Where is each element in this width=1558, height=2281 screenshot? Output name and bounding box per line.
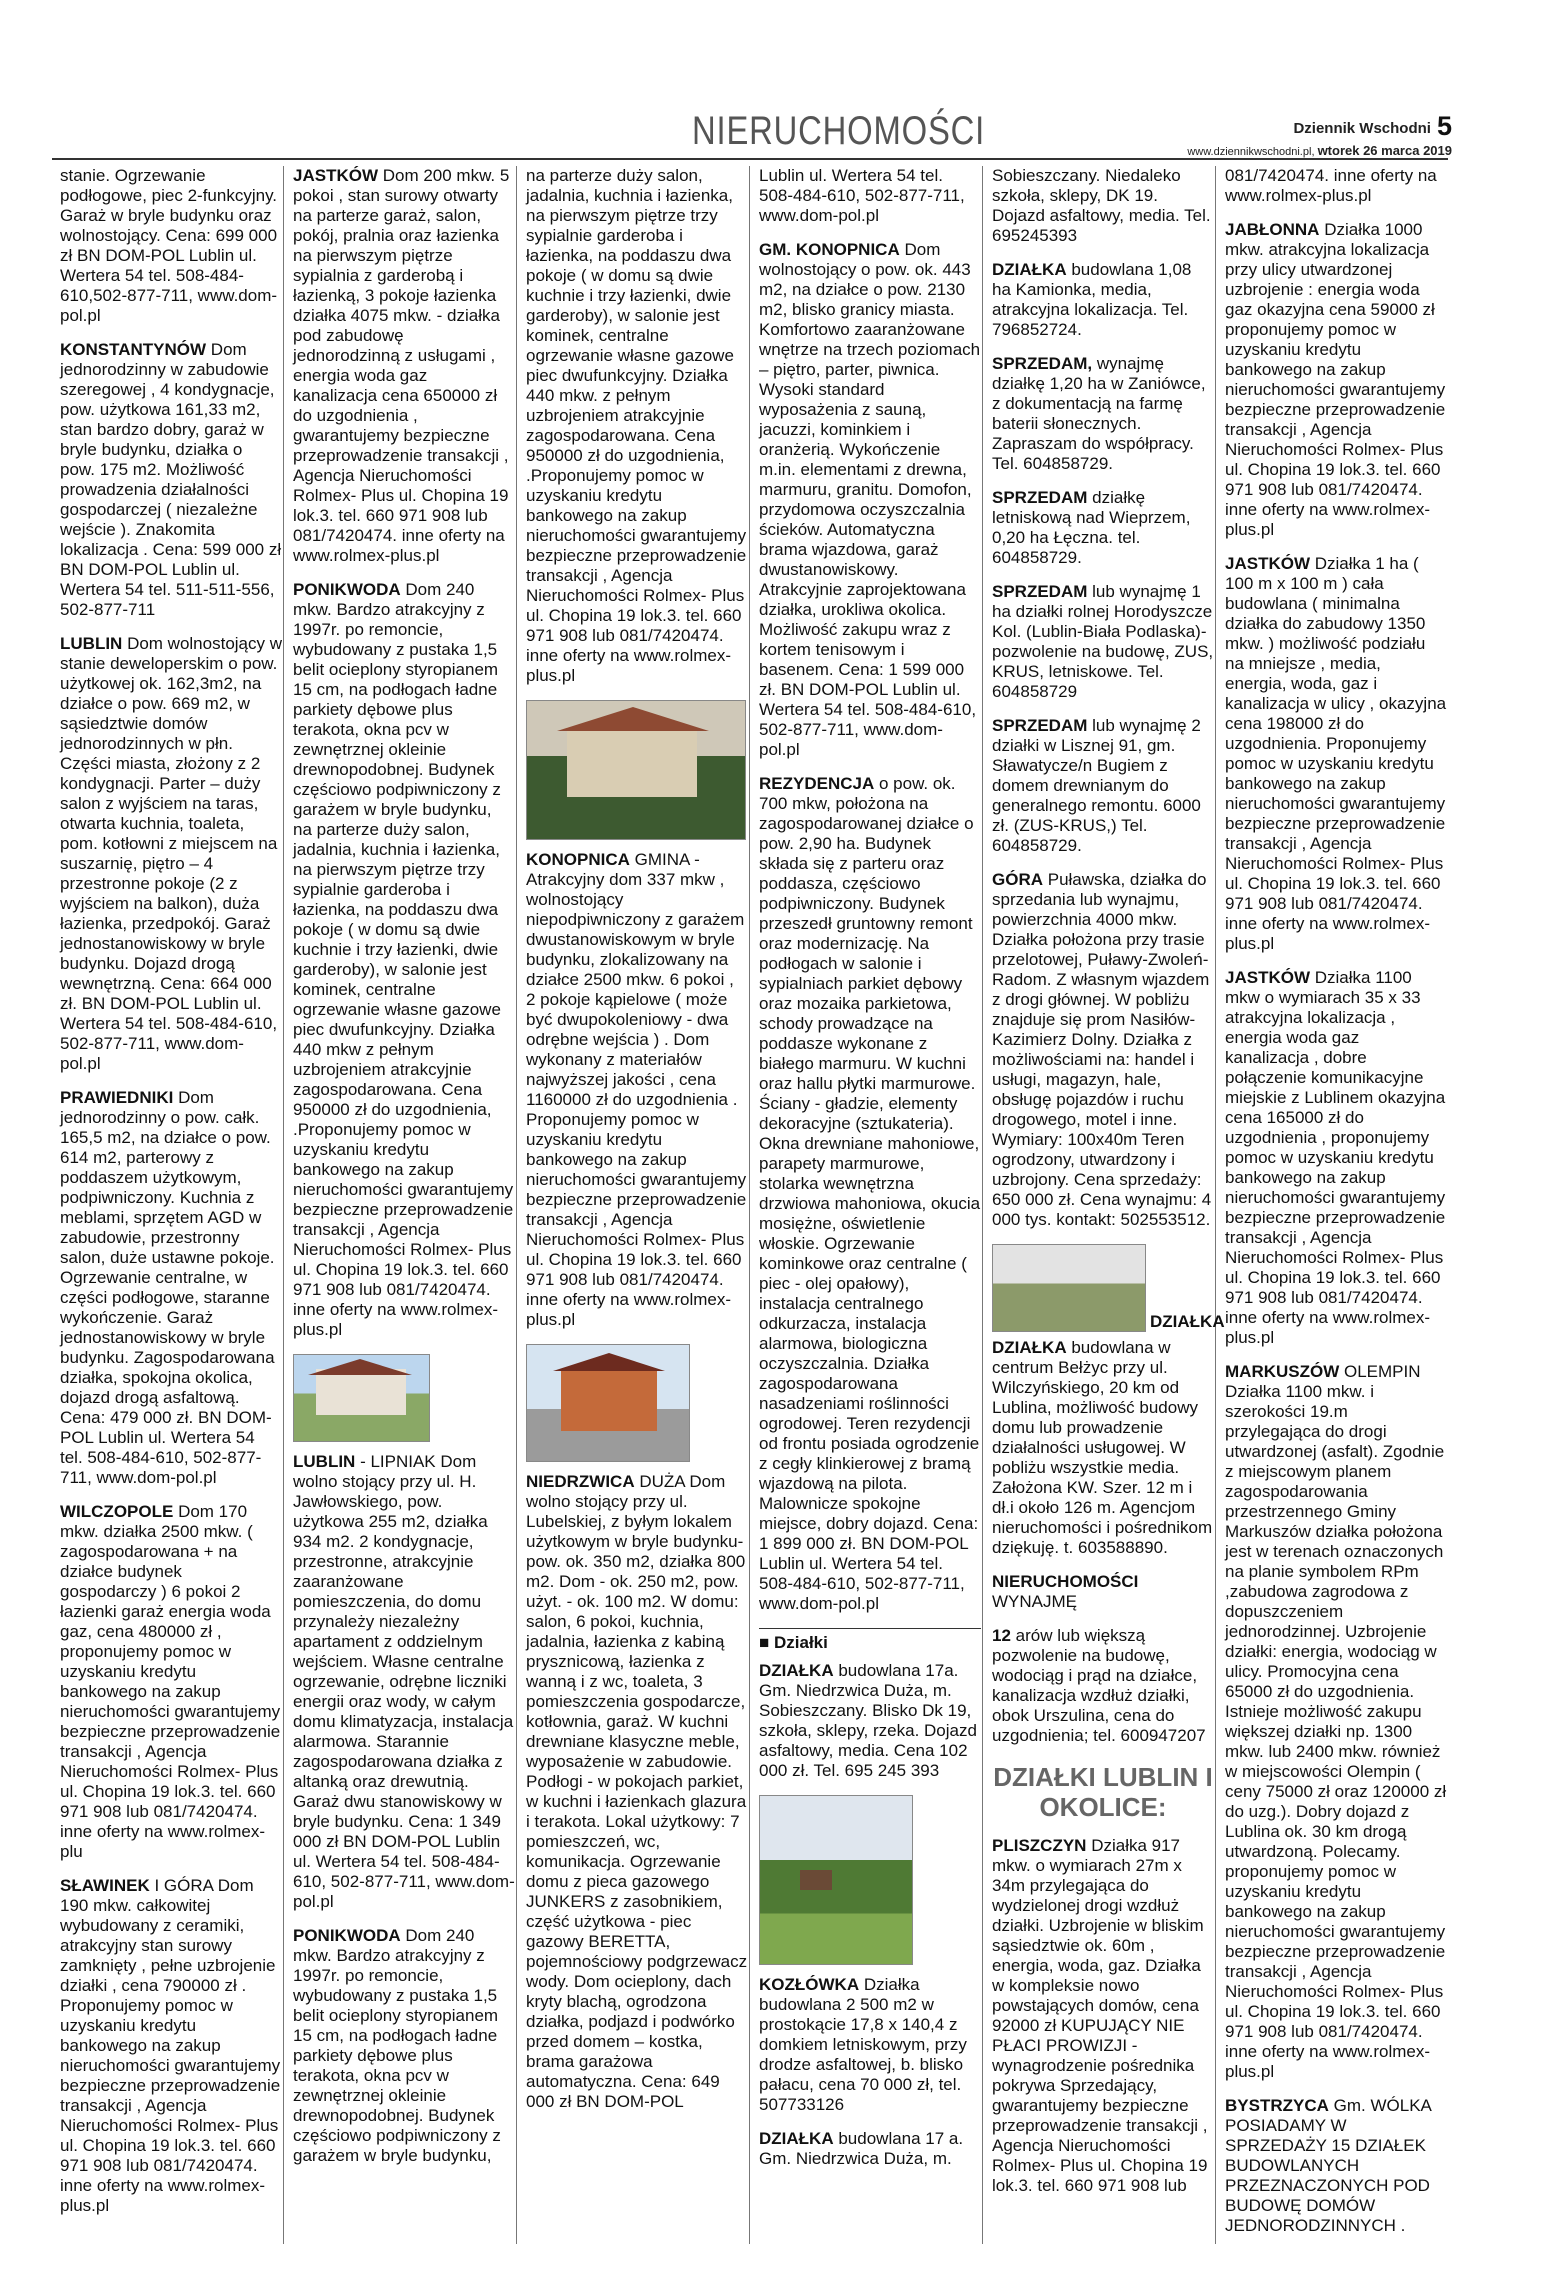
ad-keyword: SPRZEDAM [992, 488, 1088, 507]
column-3 [526, 166, 748, 2244]
classified-ad [992, 870, 1214, 1230]
classified-ad [60, 1876, 282, 2216]
ad-keyword: DZIAŁKA [992, 1338, 1067, 1357]
masthead [1187, 111, 1452, 158]
classified-ad [759, 1661, 981, 1781]
classified-ad [526, 850, 748, 1330]
classified-ad [60, 1502, 282, 1862]
ad-keyword: NIEDRZWICA [526, 1472, 635, 1491]
ad-list [759, 1975, 981, 2169]
ad-text: budowlana w centrum Bełżyc przy ul. Wilczyńskiego, 20 km od Lublina, możliwość budowy domu lub prowadzenie działalności usługowej. W pobliżu wszystkie media. Założona KW. Szer. 12 m i dł.i około 126 m. Agencjom nieruchomości i pośrednikom dziękuję. t. 603588890. [992, 1338, 1213, 1557]
classified-ad [1225, 166, 1447, 206]
ad-keyword: SPRZEDAM [992, 716, 1088, 735]
ad-text: arów lub większą pozwolenie na budowę, wodociąg i prąd na działce, kanalizacja wzdłuż działki, obok Urszulina, cena do uzgodnienia; tel. 600947207 [992, 1626, 1206, 1745]
ad-keyword: JASTKÓW [293, 166, 378, 185]
ad-keyword: LUBLIN [293, 1452, 356, 1471]
section-heading: ■ Działki [759, 1628, 981, 1653]
ad-keyword: JABŁONNA [1225, 220, 1320, 239]
column-2 [293, 166, 515, 2244]
ad-text: OLEMPIN Działka 1100 mkw. i szerokości 19.m przylegająca do drogi utwardzonej (asfalt). Zgodnie z miejscowym planem zagospodarowania przestrzennego Gminy Markuszów działka położona jest w terenach oznaczonych na planie symbolem RPm ,zabudowa zagrodowa z dopuszczeniem jednorodzinnej. Uzbrojenie działki: energia, wodociąg w ulicy. Promocyjna cena 65000 zł do uzgodnienia. Istnieje możliwość zakupu większej działki np. 1300 mkw. lub 2400 mkw. również w miejscowości Olempin ( ceny 75000 zł oraz 120000 zł do uzg.). Dobry dojazd z Lublina ok. 30 km drogą utwardzoną. Polecamy. proponujemy pomoc w uzyskaniu kredytu bankowego na zakup nieruchomości gwarantujemy bezpieczne przeprowadzenie transakcji , Agencja Nieruchomości Rolmex- Plus ul. Chopina 19 lok.3. tel. 660 971 908 lub 081/7420474. inne oferty na www.rolmex-plus.pl [1225, 1362, 1447, 2081]
plot-photo [992, 1244, 1146, 1332]
ad-text: I GÓRA Dom 190 mkw. całkowitej wybudowany z ceramiki, atrakcyjny stan surowy zamknięty , pełne uzbrojenie działki , cena 790000 zł . Proponujemy pomoc w uzyskaniu kredytu bankowego na zakup nieruchomości gwarantujemy bezpieczne przeprowadzenie transakcji , Agencja Nieruchomości Rolmex- Plus ul. Chopina 19 lok.3. tel. 660 971 908 lub 081/7420474. inne oferty na www.rolmex-plus.pl [60, 1876, 281, 2215]
classified-ad [992, 716, 1214, 856]
ad-keyword: DZIAŁKA [992, 260, 1067, 279]
classified-ad [759, 774, 981, 1614]
section-heading: DZIAŁKI LUBLIN I OKOLICE: [993, 1762, 1213, 1822]
classified-ad [992, 260, 1214, 340]
classified-ad [526, 166, 748, 686]
ad-text: GMINA - Atrakcyjny dom 337 mkw , wolnostojący niepodpiwniczony z garażem dwustanowiskowym w bryle budynku, zlokalizowany na działce 2500 mkw. 6 pokoi , 2 pokoje kąpielowe ( może być dwupokoleniowy - dwa odrębne wejścia ) . Dom wykonany z materiałów najwyższej jakości , cena 1160000 zł do uzgodnienia . Proponujemy pomoc w uzyskaniu kredytu bankowego na zakup nieruchomości gwarantujemy bezpieczne przeprowadzenie transakcji , Agencja Nieruchomości Rolmex- Plus ul. Chopina 19 lok.3. tel. 660 971 908 lub 081/7420474. inne oferty na www.rolmex-plus.pl [526, 850, 747, 1329]
issue-date: wtorek 26 marca 2019 [1317, 143, 1452, 158]
classified-ad [60, 166, 282, 326]
ad-keyword: NIERUCHOMOŚCI [992, 1572, 1139, 1591]
classified-ad [992, 582, 1214, 702]
ad-text: wynajmę działkę 1,20 ha w Zaniówce, z dokumentacją na farmę baterii słonecznych. Zapraszam do współpracy. Tel. 604858729. [992, 354, 1206, 473]
ad-keyword: KONSTANTYNÓW [60, 340, 207, 359]
classified-ad [60, 340, 282, 620]
ad-text: budowlana 1,08 ha Kamionka, media, atrakcyjna lokalizacja. Tel. 796852724. [992, 260, 1192, 339]
photo-caption: DZIAŁKA [1150, 1312, 1225, 1331]
ad-list [526, 850, 748, 1330]
ad-text: Dom 170 mkw. działka 2500 mkw. ( zagospodarowana + na działce budynek gospodarczy ) 6 pokoi 2 łazienki garaż energia woda gaz, cena 480000 zł , proponujemy pomoc w uzyskaniu kredytu bankowego na zakup nieruchomości gwarantujemy bezpieczne przeprowadzenie transakcji , Agencja Nieruchomości Rolmex- Plus ul. Chopina 19 lok.3. tel. 660 971 908 lub 081/7420474. inne oferty na www.rolmex-plu [60, 1502, 281, 1861]
classified-ad [992, 166, 1214, 246]
ad-keyword: PONIKWODA [293, 580, 401, 599]
section-title: NIERUCHOMOŚCI [692, 109, 986, 153]
classified-ad [1225, 220, 1447, 540]
ad-text: Sobieszczany. Niedaleko szkoła, sklepy, DK 19. Dojazd asfaltowy, media. Tel. 695245393 [992, 166, 1211, 245]
ad-text: 081/7420474. inne oferty na www.rolmex-plus.pl [1225, 166, 1437, 205]
house-photo [526, 1344, 690, 1462]
classified-ad [1225, 968, 1447, 1348]
ad-text: Działka 1 ha ( 100 m x 100 m ) cała budowlana ( minimalna działka do zabudowy 1350 mkw. ) możliwość podziału na mniejsze , media, energia, woda, gaz i kanalizacja w ulicy , okazyjna cena 198000 zł do uzgodnienia. Proponujemy pomoc w uzyskaniu kredytu bankowego na zakup nieruchomości gwarantujemy bezpieczne przeprowadzenie transakcji , Agencja Nieruchomości Rolmex- Plus ul. Chopina 19 lok.3. tel. 660 971 908 lub 081/7420474. inne oferty na www.rolmex-plus.pl [1225, 554, 1447, 953]
ad-text: Dom 240 mkw. Bardzo atrakcyjny z 1997r. po remoncie, wybudowany z pustaka 1,5 belit ocieplony styropianem 15 cm, na podłogach ładne parkiety dębowe plus terakota, okna pcv w zewnętrznej okleinie drewnopodobnej. Budynek częściowo podpiwniczony z garażem w bryle budynku, na parterze duży salon, jadalnia, kuchnia i łazienka, na pierwszym piętrze trzy sypialnie garderoba i łazienka, na poddaszu dwa pokoje ( w domu są dwie kuchnie i trzy łazienki, dwie garderoby), w salonie jest kominek, centralne ogrzewanie własne gazowe piec dwufunkcyjny. Działka 440 mkw z pełnym uzbrojeniem atrakcyjnie zagospodarowana. Cena 950000 zł do uzgodnienia, .Proponujemy pomoc w uzyskaniu kredytu bankowego na zakup nieruchomości gwarantujemy bezpieczne przeprowadzenie transakcji , Agencja Nieruchomości Rolmex- Plus ul. Chopina 19 lok.3. tel. 660 971 908 lub 081/7420474. inne oferty na www.rolmex-plus.pl [293, 580, 514, 1339]
ad-text: na parterze duży salon, jadalnia, kuchnia i łazienka, na pierwszym piętrze trzy sypialnie garderoba i łazienka, na poddaszu dwa pokoje ( w domu są dwie kuchnie i trzy łazienki, dwie garderoby), w salonie jest kominek, centralne ogrzewanie własne gazowe piec dwufunkcyjny. Działka 440 mkw. z pełnym uzbrojeniem atrakcyjnie zagospodarowana. Cena 950000 zł do uzgodnienia, .Proponujemy pomoc w uzyskaniu kredytu bankowego na zakup nieruchomości gwarantujemy bezpieczne przeprowadzenie transakcji , Agencja Nieruchomości Rolmex- Plus ul. Chopina 19 lok.3. tel. 660 971 908 lub 081/7420474. inne oferty na www.rolmex-plus.pl [526, 166, 747, 685]
ad-text: Gm. WÓLKA POSIADAMY W SPRZEDAŻY 15 DZIAŁEK BUDOWLANYCH PRZEZNACZONYCH POD BUDOWĘ DOMÓW JEDNORODZINNYCH . [1225, 2096, 1431, 2235]
ad-list [526, 1472, 748, 2112]
column-6 [1225, 166, 1447, 2244]
column-5 [992, 166, 1225, 2244]
ad-text: DUŻA Dom wolno stojący przy ul. Lubelskiej, z byłym lokalem użytkowym w bryle budynku-pow. ok. 350 m2, działka 800 m2. Dom - ok. 250 m2, pow. użyt. - ok. 100 m2. W domu: salon, 6 pokoi, kuchnia, jadalnia, łazienka z kabiną prysznicową, łazienka z wanną i z wc, toaleta, 3 pomieszczenia gospodarcze, kotłownia, garaż. W kuchni drewniane klasyczne meble, wyposażenie w zabudowie. Podłogi - w pokojach parkiet, w kuchni i łazienkach glazura i terakota. Lokal użytkowy: 7 pomieszczeń, wc, komunikacja. Ogrzewanie domu z pieca gazowego JUNKERS z zasobnikiem, część użytkowa - piec gazowy BERETTA, pojemnościowy podgrzewacz wody. Dom ocieplony, dach kryty blachą, ogrodzona działka, podjazd i podwórko przed domem – kostka, brama garażowa automatyczna. Cena: 649 000 zł BN DOM-POL [526, 1472, 748, 2111]
classified-ad [293, 1452, 515, 1912]
classifieds-columns [52, 166, 1448, 2244]
classified-ad [293, 580, 515, 1340]
ad-text: Dom 200 mkw. 5 pokoi , stan surowy otwarty na parterze garaż, salon, pokój, pralnia oraz łazienka na pierwszym piętrze sypialnia z garderobą i łazienką, 3 pokoje łazienka działka 4075 mkw. - działka pod zabudowę jednorodzinną z usługami , energia woda gaz kanalizacja cena 650000 zł do uzgodnienia , gwarantujemy bezpieczne przeprowadzenie transakcji , Agencja Nieruchomości Rolmex- Plus ul. Chopina 19 lok.3. tel. 660 971 908 lub 081/7420474. inne oferty na www.rolmex-plus.pl [293, 166, 510, 565]
house-photo [293, 1354, 430, 1442]
ad-keyword: JASTKÓW [1225, 968, 1310, 987]
classified-ad [759, 2129, 981, 2169]
ad-text: Działka 917 mkw. o wymiarach 27m x 34m przylegająca do wydzielonej drogi wzdłuż działki. Uzbrojenie w bliskim sąsiedztwie ok. 60m , energia, woda, gaz. Działka w kompleksie nowo powstających domów, cena 92000 zł KUPUJĄCY NIE PŁACI PROWIZJI -wynagrodzenie pośrednika pokrywa Sprzedający, gwarantujemy bezpieczne przeprowadzenie transakcji , Agencja Nieruchomości Rolmex- Plus ul. Chopina 19 lok.3. tel. 660 971 908 lub [992, 1836, 1208, 2195]
ad-list [992, 1338, 1214, 1746]
ad-keyword: DZIAŁKA [759, 2129, 834, 2148]
ad-text: Dom jednorodzinny o pow. całk. 165,5 m2, na działce o pow. 614 m2, parterowy z poddaszem użytkowym, podpiwniczony. Kuchnia z meblami, sprzętem AGD w zabudowie, przestronny salon, duże ustawne pokoje. Ogrzewanie centralne, w części podłogowe, staranne wykończenie. Garaż jednostanowiskowy w bryle budynku. Zagospodarowana działka, spokojna okolica, dojazd drogą asfaltową. Cena: 479 000 zł. BN DOM-POL Lublin ul. Wertera 54 tel. 508-484-610, 502-877-711, www.dom-pol.pl [60, 1088, 275, 1487]
ad-keyword: REZYDENCJA [759, 774, 875, 793]
ad-text: działkę letniskową nad Wieprzem, 0,20 ha Łęczna. tel. 604858729. [992, 488, 1191, 567]
ad-text: o pow. ok. 700 mkw, położona na zagospodarowanej działce o pow. 2,90 ha. Budynek składa się z parteru oraz poddasza, częściowo podpiwniczony. Budynek przeszedł gruntowny remont oraz modernizację. Na podłogach w salonie i sypialniach parkiet dębowy oraz mozaika parkietowa, schody prowadzące na poddasze wykonane z białego marmuru. W kuchni oraz hallu płytki marmurowe. Ściany - gładzie, elementy dekoracyjne (sztukateria). Okna drewniane mahoniowe, parapety marmurowe, stolarka wewnętrzna drzwiowa mahoniowa, okucia mosiężne, oświetlenie włoskie. Ogrzewanie kominkowe oraz centralne ( piec - olej opałowy), instalacja centralnego odkurzacza, instalacja alarmowa, biologiczna oczyszczalnia. Działka zagospodarowana nasadzeniami roślinności ogrodowej. Teren rezydencji od frontu posiada ogrodzenie z cegły klinkierowej z bramą wjazdową na pilota. Malownicze spokojne miejsce, dobry dojazd. Cena: 1 899 000 zł. BN DOM-POL Lublin ul. Wertera 54 tel. 508-484-610, 502-877-711, www.dom-pol.pl [759, 774, 981, 1613]
masthead-line2: www.dziennikwschodni.pl, wtorek 26 marca 2019 [1187, 143, 1452, 158]
page-header [52, 95, 1452, 159]
classified-ad [1225, 2096, 1447, 2236]
classified-ad [759, 240, 981, 760]
ad-text: Działka budowlana 2 500 m2 w prostokącie 17,8 x 140,4 z domkiem letniskowym, przy drodze asfaltowej, b. blisko pałacu, cena 70 000 zł, tel. 507733126 [759, 1975, 967, 2114]
ad-text: Dom wolnostojący w stanie deweloperskim o pow. użytkowej ok. 162,3m2, na działce o pow. 669 m2, w sąsiedztwie domów jednorodzinnych w płn. Części miasta, złożony z 2 kondygnacji. Parter – duży salon z wyjściem na taras, otwarta kuchnia, toaleta, pom. kotłowni z miejscem na suszarnię, piętro – 4 przestronne pokoje (2 z wyjściem na balkon), duża łazienka, przedpokój. Garaż jednostanowiskowy w bryle budynku. Dojazd drogą wewnętrzną. Cena: 664 000 zł. BN DOM-POL Lublin ul. Wertera 54 tel. 508-484-610, 502-877-711, www.dom-pol.pl [60, 634, 283, 1073]
classified-ad [992, 1338, 1214, 1558]
ad-keyword: MARKUSZÓW [1225, 1362, 1340, 1381]
classified-ad [992, 1836, 1214, 2196]
ad-keyword: PONIKWODA [293, 1926, 401, 1945]
ad-list [60, 166, 282, 2216]
plot-photo [759, 1795, 913, 1965]
ad-text: budowlana 17a. Gm. Niedrzwica Duża, m. Sobieszczany. Blisko Dk 19, szkoła, sklepy, rzeka. Dojazd asfaltowy, media. Cena 102 000 zł. Tel. 695 245 393 [759, 1661, 977, 1780]
classified-ad [992, 488, 1214, 568]
ad-text: stanie. Ogrzewanie podłogowe, piec 2-funkcyjny. Garaż w bryle budynku oraz wolnostojący. Cena: 699 000 zł BN DOM-POL Lublin ul. Wertera 54 tel. 508-484-610,502-877-711, www.dom-pol.pl [60, 166, 278, 325]
ad-list [759, 1661, 981, 1781]
ad-keyword: SPRZEDAM [992, 582, 1088, 601]
classified-ad [992, 1626, 1214, 1746]
ad-text: WYNAJMĘ [992, 1592, 1077, 1611]
column-1 [60, 166, 282, 2244]
ad-list [992, 1836, 1214, 2196]
ad-text: Lublin ul. Wertera 54 tel. 508-484-610, 502-877-711, www.dom-pol.pl [759, 166, 965, 225]
ad-keyword: KOZŁÓWKA [759, 1975, 860, 1994]
ad-list [293, 1452, 515, 2166]
ad-text: Dom wolnostojący o pow. ok. 443 m2, na działce o pow. 2130 m2, blisko granicy miasta. Komfortowo zaaranżowane wnętrze na trzech poziomach – piętro, parter, piwnica. Wysoki standard wyposażenia z sauną, jacuzzi, kominkiem i oranżerią. Wykończenie m.in. elementami z drewna, marmuru, granitu. Domofon, przydomowa oczyszczalnia ścieków. Automatyczna brama wjazdowa, garaż dwustanowiskowy. Atrakcyjnie zaprojektowana działka, urokliwa okolica. Możliwość zakupu wraz z kortem tenisowym i basenem. Cena: 1 599 000 zł. BN DOM-POL Lublin ul. Wertera 54 tel. 508-484-610, 502-877-711, www.dom-pol.pl [759, 240, 981, 759]
ad-text: Puławska, działka do sprzedania lub wynajmu, powierzchnia 4000 mkw. Działka położona przy trasie przelotowej, Puławy-Zwoleń-Radom. Z własnym wjazdem z drogi głównej. W pobliżu znajduje się prom Nasiłów-Kazimierz Dolny. Działka z możliwościami na: handel i usługi, magazyn, hale, obsługę pojazdów i ruchu drogowego, motel i inne. Wymiary: 100x40m Teren ogrodzony, utwardzony i uzbrojony. Cena sprzedaży: 650 000 zł. Cena wynajmu: 4 000 tys. kontakt: 502553512. [992, 870, 1212, 1229]
classified-ad [60, 634, 282, 1074]
ad-text: Działka 1000 mkw. atrakcyjna lokalizacja przy ulicy utwardzonej uzbrojenie : energia woda gaz okazyjna cena 59000 zł proponujemy pomoc w uzyskaniu kredytu bankowego na zakup nieruchomości gwarantujemy bezpieczne przeprowadzenie transakcji , Agencja Nieruchomości Rolmex- Plus ul. Chopina 19 lok.3. tel. 660 971 908 lub 081/7420474. inne oferty na www.rolmex-plus.pl [1225, 220, 1446, 539]
ad-keyword: KONOPNICA [526, 850, 630, 869]
newspaper-name: Dziennik Wschodni [1293, 120, 1431, 137]
ad-keyword: SPRZEDAM, [992, 354, 1093, 373]
ad-keyword: PRAWIEDNIKI [60, 1088, 174, 1107]
villa-photo [526, 700, 746, 840]
ad-keyword: 12 [992, 1626, 1011, 1645]
classified-ad [1225, 554, 1447, 954]
page-number: 5 [1436, 111, 1452, 141]
classified-ad [293, 166, 515, 566]
header-rule [52, 158, 1448, 160]
classified-ad [992, 1572, 1214, 1612]
ad-keyword: SŁAWINEK [60, 1876, 150, 1895]
classified-ad [60, 1088, 282, 1488]
classified-ad [293, 1926, 515, 2166]
classified-ad [759, 1975, 981, 2115]
ad-list [526, 166, 748, 686]
ad-text: Działka 1100 mkw o wymiarach 35 x 33 atrakcyjna lokalizacja , energia woda gaz kanalizacja , dobre połączenie komunikacyjne miejskie z Lublinem okazyjna cena 165000 zł do uzgodnienia , proponujemy pomoc w uzyskaniu kredytu bankowego na zakup nieruchomości gwarantujemy bezpieczne przeprowadzenie transakcji , Agencja Nieruchomości Rolmex- Plus ul. Chopina 19 lok.3. tel. 660 971 908 lub 081/7420474. inne oferty na www.rolmex-plus.pl [1225, 968, 1446, 1347]
ad-list [293, 166, 515, 1340]
ad-keyword: GM. KONOPNICA [759, 240, 900, 259]
ad-list [992, 166, 1214, 1230]
classified-ad [526, 1472, 748, 2112]
ad-text: - LIPNIAK Dom wolno stojący przy ul. H. Jawłowskiego, pow. użytkowa 255 m2, działka 934 m2. 2 kondygnacje, przestronne, atrakcyjnie zaaranżowane pomieszczenia, do domu przynależy niezależny apartament z oddzielnym wejściem. Własne centralne ogrzewanie, odrębne liczniki energii oraz wody, w całym domu klimatyzacja, instalacja alarmowa. Starannie zagospodarowana działka z altanką oraz drewutnią. Garaż dwu stanowiskowy w bryle budynku. Cena: 1 349 000 zł BN DOM-POL Lublin ul. Wertera 54 tel. 508-484-610, 502-877-711, www.dom-pol.pl [293, 1452, 515, 1911]
ad-text: lub wynajmę 1 ha działki rolnej Horodyszcze Kol. (Lublin-Biała Podlaska)-pozwolenie na budowę, ZUS, KRUS, letniskowe. Tel. 604858729 [992, 582, 1214, 701]
column-4 [759, 166, 981, 2244]
ad-keyword: PLISZCZYN [992, 1836, 1087, 1855]
ad-keyword: WILCZOPOLE [60, 1502, 174, 1521]
ad-keyword: GÓRA [992, 870, 1043, 889]
ad-list [1225, 166, 1447, 2236]
classified-ad [992, 354, 1214, 474]
newspaper-url[interactable]: www.dziennikwschodni.pl [1187, 146, 1312, 158]
ad-text: Dom jednorodzinny w zabudowie szeregowej , 4 kondygnacje, pow. użytkowa 161,33 m2, stan bardzo dobry, garaż w bryle budynku, działka o pow. 175 m2. Możliwość prowadzenia działalności gospodarczej ( niezależne wejście ). Znakomita lokalizacja . Cena: 599 000 zł BN DOM-POL Lublin ul. Wertera 54 tel. 511-511-556, 502-877-711 [60, 340, 282, 619]
classified-ad [759, 166, 981, 226]
ad-list [759, 166, 981, 1614]
ad-keyword: LUBLIN [60, 634, 123, 653]
ad-text: budowlana 17 a. Gm. Niedrzwica Duża, m. [759, 2129, 964, 2168]
ad-text: Dom 240 mkw. Bardzo atrakcyjny z 1997r. po remoncie, wybudowany z pustaka 1,5 belit ocieplony styropianem 15 cm, na podłogach ładne parkiety dębowe plus terakota, okna pcv w zewnętrznej okleinie drewnopodobnej. Budynek częściowo podpiwniczony z garażem w bryle budynku, [293, 1926, 501, 2165]
ad-keyword: DZIAŁKA [759, 1661, 834, 1680]
ad-keyword: JASTKÓW [1225, 554, 1310, 573]
classified-ad [1225, 1362, 1447, 2082]
plot-photo-block [992, 1244, 1225, 1332]
ad-text: lub wynajmę 2 działki w Lisznej 91, gm. Sławatycze/n Bugiem z domem drewnianym do generalnego remontu. 6000 zł. (ZUS-KRUS,) Tel. 604858729. [992, 716, 1201, 855]
ad-keyword: BYSTRZYCA [1225, 2096, 1329, 2115]
